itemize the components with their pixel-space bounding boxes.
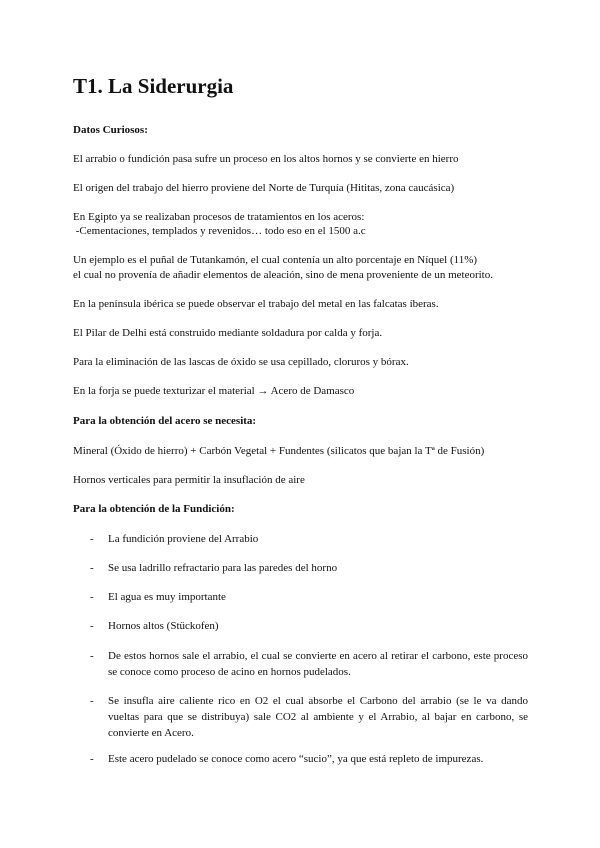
list-item: Hornos altos (Stückofen) <box>108 620 219 632</box>
paragraph: El Pilar de Delhi está construido mediante soldadura por calda y forja. <box>73 327 383 339</box>
list-item: De estos hornos sale el arrabio, el cual se convierte en acero al retirar el carbono, este proceso se conoce como proceso de acino en hornos pudelados. <box>108 650 528 678</box>
list-item: Se insufla aire caliente rico en O2 el cual absorbe el Carbono del arrabio (se le va dando vueltas para que se distribuya) sale CO2 al ambiente y el Arrabio, al bajar en carbono, se convierte en Acero. <box>108 695 528 739</box>
list-item: Este acero pudelado se conoce como acero “sucio”, ya que está repleto de impurezas. <box>108 753 484 765</box>
bullet-marker: - <box>90 753 94 765</box>
acero-heading: Para la obtención del acero se necesita: <box>73 415 257 427</box>
paragraph: Para la eliminación de las lascas de óxido se usa cepillado, cloruros y bórax. <box>73 356 409 368</box>
bullet-marker: - <box>90 533 94 545</box>
bullet-marker: - <box>90 650 94 662</box>
paragraph: En la forja se puede texturizar el material → Acero de Damasco <box>73 385 355 397</box>
acero-line: Hornos verticales para permitir la insuflación de aire <box>73 474 305 486</box>
acero-line: Mineral (Óxido de hierro) + Carbón Vegetal + Fundentes (silicatos que bajan la Tª de Fusión) <box>73 445 485 457</box>
paragraph: En la península ibérica se puede observar el trabajo del metal en las falcatas íberas. <box>73 298 439 310</box>
paragraph: En Egipto ya se realizaban procesos de tratamientos en los aceros: <box>73 211 365 223</box>
bullet-marker: - <box>90 695 94 707</box>
bullet-marker: - <box>90 620 94 632</box>
paragraph: -Cementaciones, templados y revenidos… todo eso en el 1500 a.c <box>73 225 366 237</box>
list-item: Se usa ladrillo refractario para las paredes del horno <box>108 562 338 574</box>
bullet-marker: - <box>90 591 94 603</box>
bullet-marker: - <box>90 562 94 574</box>
page-title: T1. La Siderurgia <box>73 74 234 98</box>
list-item: El agua es muy importante <box>108 591 226 603</box>
paragraph: Un ejemplo es el puñal de Tutankamón, el cual contenía un alto porcentaje en Níquel (11%) <box>73 254 478 266</box>
fundicion-heading: Para la obtención de la Fundición: <box>73 503 235 515</box>
list-item: La fundición proviene del Arrabio <box>108 533 259 545</box>
datos-heading: Datos Curiosos: <box>73 124 148 136</box>
paragraph: El origen del trabajo del hierro proviene del Norte de Turquía (Hititas, zona caucásica) <box>73 182 455 194</box>
paragraph: El arrabio o fundición pasa sufre un proceso en los altos hornos y se convierte en hierro <box>73 153 459 165</box>
paragraph: el cual no provenía de añadir elementos de aleación, sino de mena proveniente de un meteorito. <box>73 269 493 281</box>
